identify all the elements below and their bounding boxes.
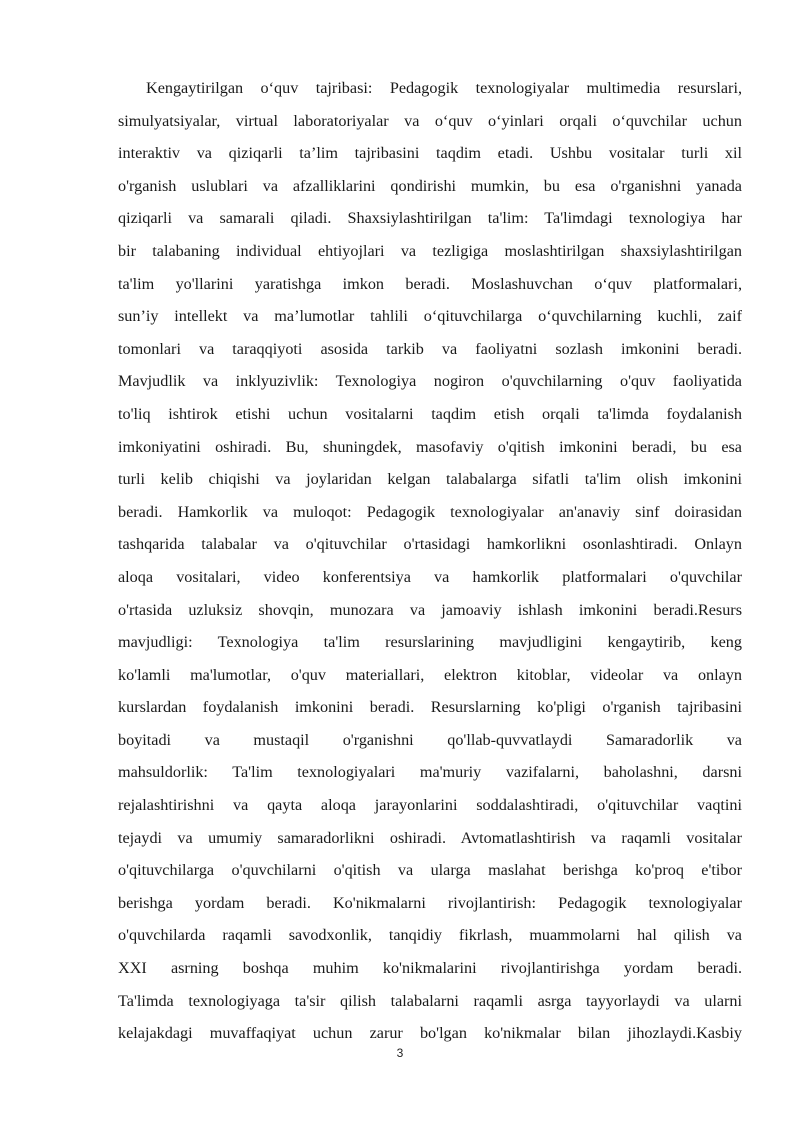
text-line: tomonlari va taraqqiyoti asosida tarkib va faoliyatni sozlash imkonini beradi.: [118, 339, 742, 358]
text-line: o'quvchilarda raqamli savodxonlik, tanqidiy fikrlash, muammolarni hal qilish va: [118, 926, 742, 945]
text-line: kelajakdagi muvaffaqiyat uchun zarur bo'lgan ko'nikmalar bilan jihozlaydi.Kasbiy: [118, 1024, 742, 1043]
text-line: to'liq ishtirok etishi uchun vositalarni taqdim etish orqali ta'limda foydalanish: [118, 404, 742, 423]
text-line: beradi. Hamkorlik va muloqot: Pedagogik texnologiyalar an'anaviy sinf doirasidan: [118, 502, 742, 521]
text-line: turli kelib chiqishi va joylaridan kelgan talabalarga sifatli ta'lim olish imkonini: [118, 470, 742, 489]
text-line: kurslardan foydalanish imkonini beradi. Resurslarning ko'pligi o'rganish tajribasini: [118, 698, 742, 717]
text-line: rejalashtirishni va qayta aloqa jarayonlarini soddalashtiradi, o'qituvchilar vaqtini: [118, 796, 742, 815]
text-line: simulyatsiyalar, virtual laboratoriyalar va oʻquv oʻyinlari orqali oʻquvchilar uchun: [118, 111, 742, 130]
text-line: mavjudligi: Texnologiya ta'lim resurslarining mavjudligini kengaytirib, keng: [118, 633, 742, 652]
text-line: imkoniyatini oshiradi. Bu, shuningdek, masofaviy o'qitish imkonini beradi, bu esa: [118, 437, 742, 456]
text-line: tejaydi va umumiy samaradorlikni oshiradi. Avtomatlashtirish va raqamli vositalar: [118, 828, 742, 847]
text-line: mahsuldorlik: Ta'lim texnologiyalari ma'muriy vazifalarni, baholashni, darsni: [118, 763, 742, 782]
text-line: sun’iy intellekt va ma’lumotlar tahlili oʻqituvchilarga oʻquvchilarning kuchli, zaif: [118, 307, 742, 326]
page-number: 3: [396, 1046, 404, 1060]
text-line: interaktiv va qiziqarli ta’lim tajribasini taqdim etadi. Ushbu vositalar turli xil: [118, 144, 742, 163]
body-paragraph: [118, 72, 742, 1050]
text-line: ko'lamli ma'lumotlar, o'quv materiallari, elektron kitoblar, videolar va onlayn: [118, 665, 742, 684]
text-line: boyitadi va mustaqil o'rganishni qo'llab-quvvatlaydi Samaradorlik va: [118, 730, 742, 749]
text-line: ta'lim yo'llarini yaratishga imkon beradi. Moslashuvchan oʻquv platformalari,: [118, 274, 742, 293]
text-line: berishga yordam beradi. Ko'nikmalarni rivojlantirish: Pedagogik texnologiyalar: [118, 893, 742, 912]
text-line: Ta'limda texnologiyaga ta'sir qilish talabalarni raqamli asrga tayyorlaydi va ularni: [118, 991, 742, 1010]
text-line: aloqa vositalari, video konferentsiya va hamkorlik platformalari o'quvchilar: [118, 567, 742, 586]
text-line: XXI asrning boshqa muhim ko'nikmalarini rivojlantirishga yordam beradi.: [118, 959, 742, 978]
text-line: tashqarida talabalar va o'qituvchilar o'rtasidagi hamkorlikni osonlashtiradi. Onlayn: [118, 535, 742, 554]
text-line: o'qituvchilarga o'quvchilarni o'qitish va ularga maslahat berishga ko'proq e'tibor: [118, 861, 742, 880]
text-line: Mavjudlik va inklyuzivlik: Texnologiya nogiron o'quvchilarning o'quv faoliyatida: [118, 372, 742, 391]
text-line: qiziqarli va samarali qiladi. Shaxsiylashtirilgan ta'lim: Ta'limdagi texnologiya har: [118, 209, 742, 228]
text-line: o'rtasida uzluksiz shovqin, munozara va jamoaviy ishlash imkonini beradi.Resurs: [118, 600, 742, 619]
text-line: o'rganish uslublari va afzalliklarini qondirishi mumkin, bu esa o'rganishni yanada: [118, 176, 742, 195]
text-line: bir talabaning individual ehtiyojlari va tezligiga moslashtirilgan shaxsiylashtirilgan: [118, 241, 742, 260]
text-line: Kengaytirilgan oʻquv tajribasi: Pedagogik texnologiyalar multimedia resurslari,: [146, 79, 742, 97]
